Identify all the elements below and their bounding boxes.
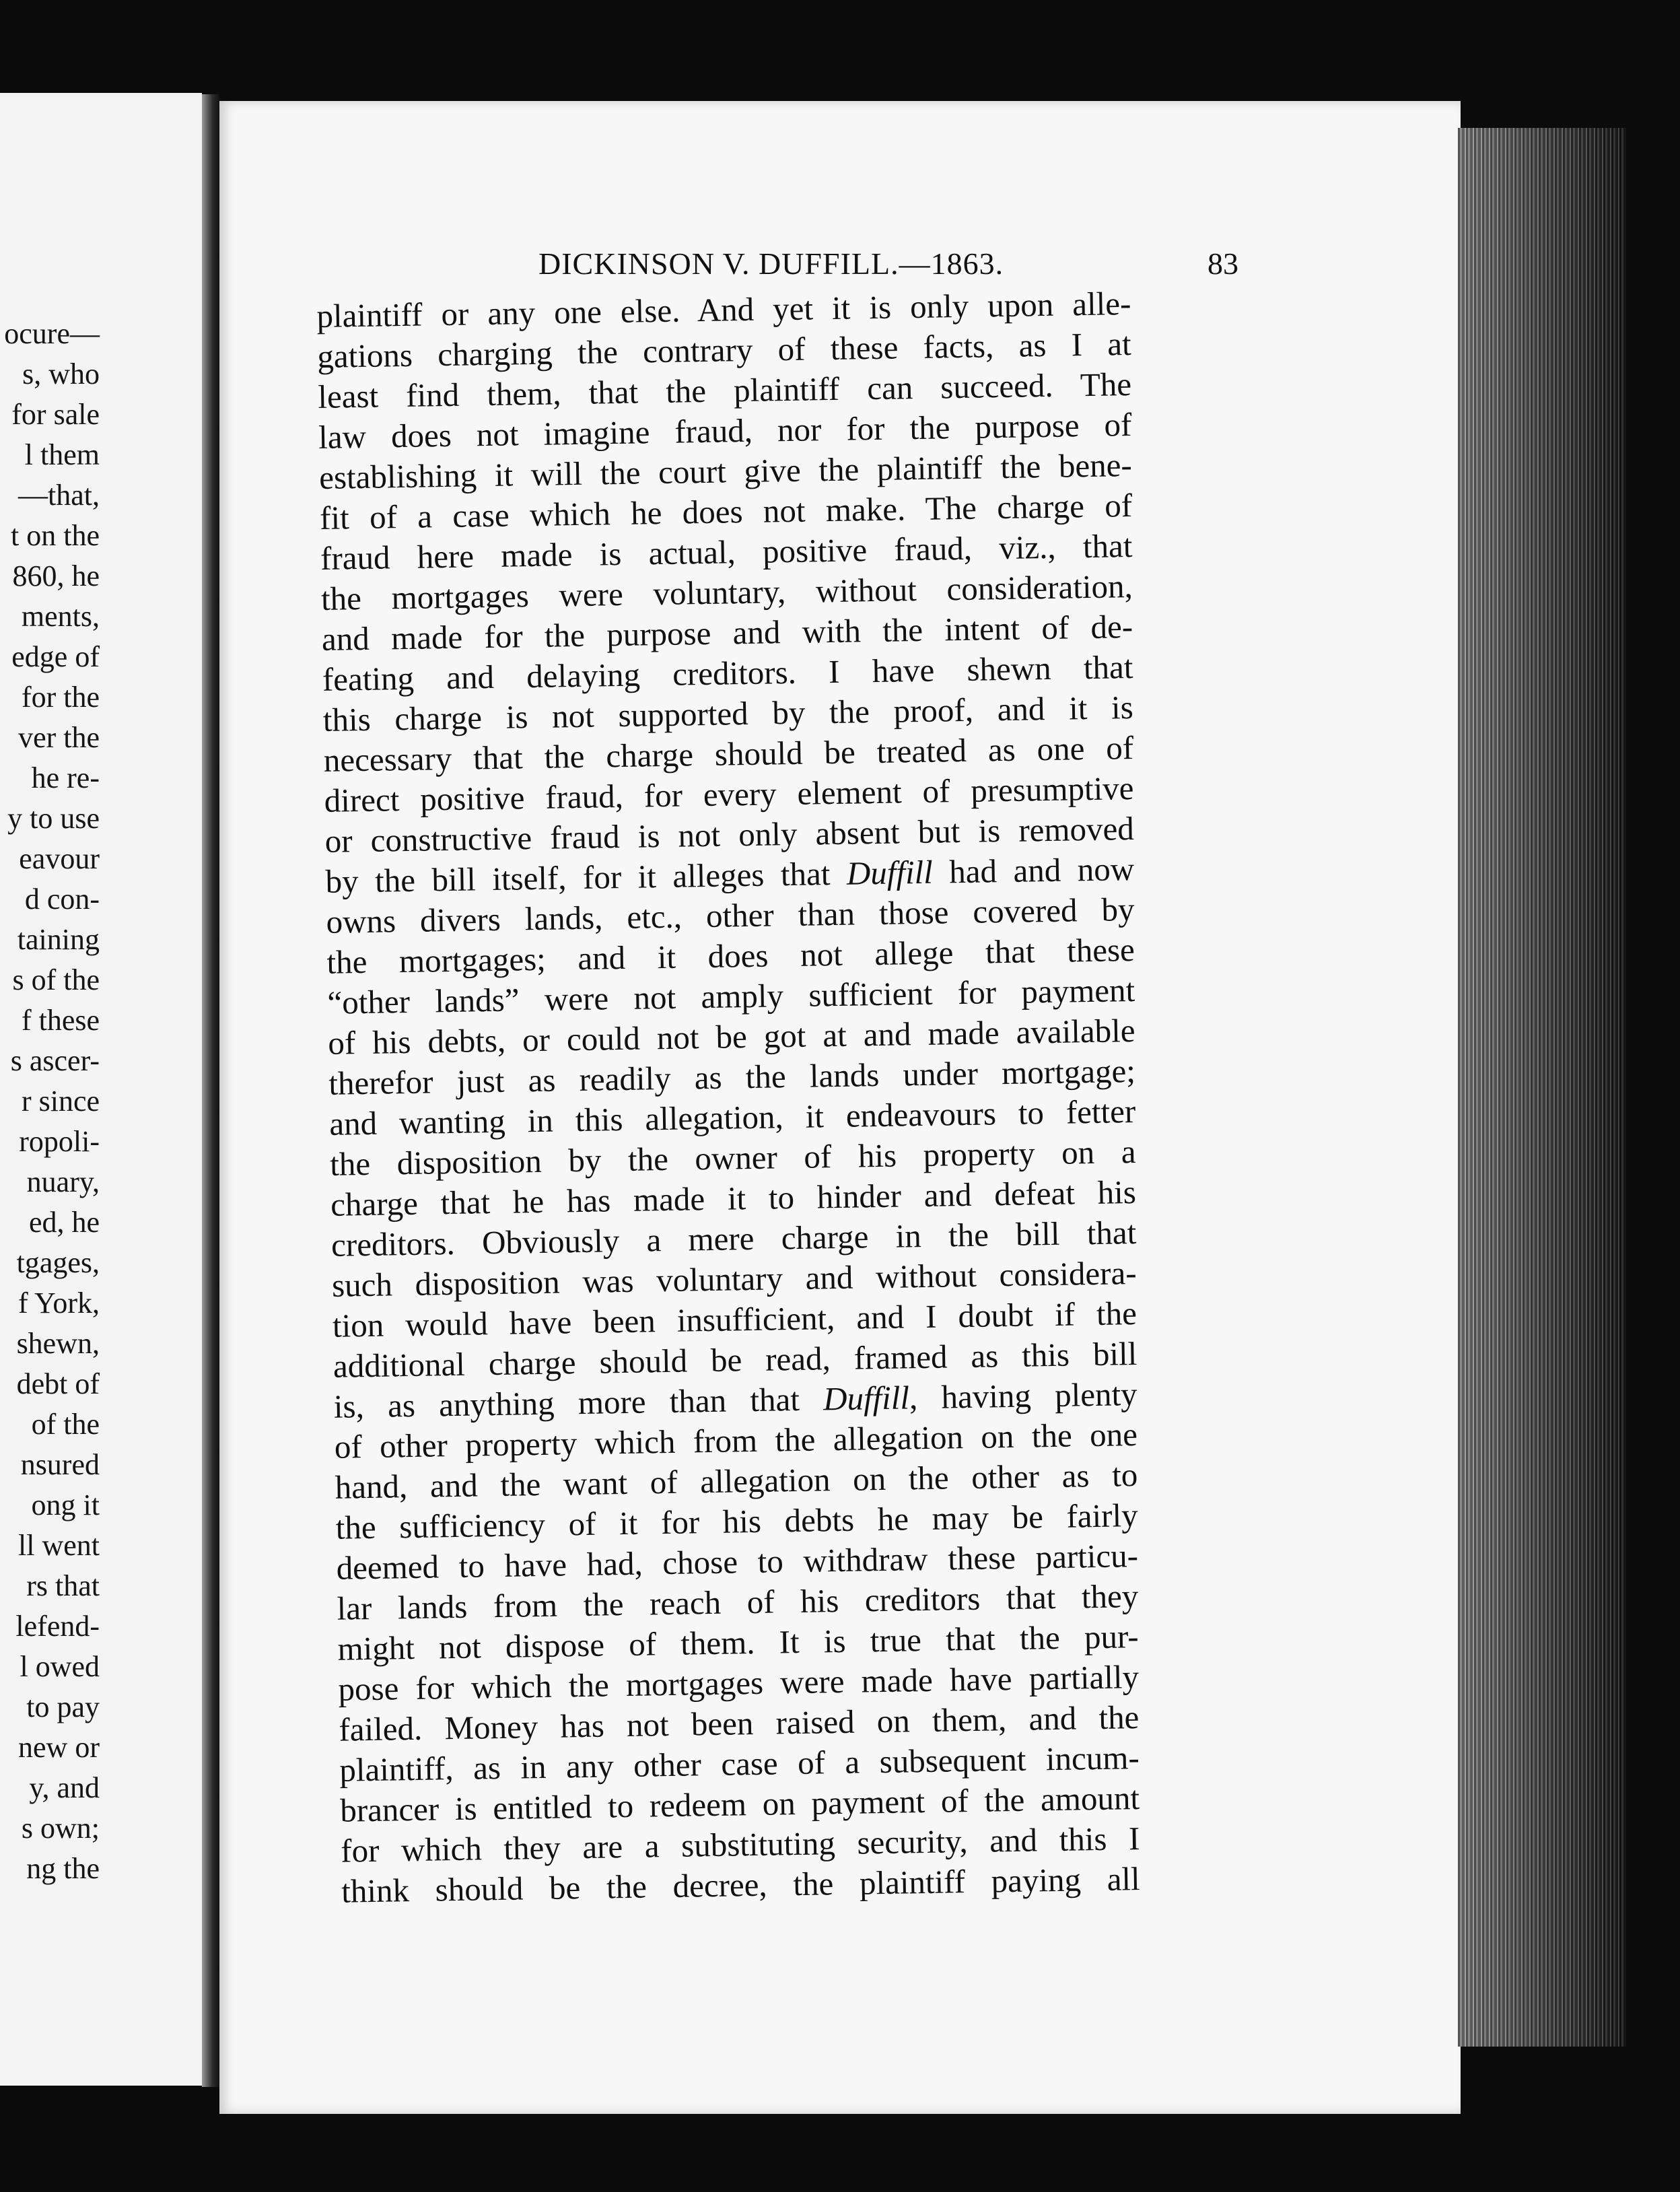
page-number: 83 [1208, 246, 1238, 281]
left-page-line: shewn, [16, 1327, 100, 1360]
book-gutter [202, 94, 219, 2087]
text-line: for which they are a substituting security, and this I [340, 1820, 1140, 1870]
text-line: plaintiff, as in any other case of a subsequent incum- [339, 1739, 1140, 1789]
text-line: of his debts, or could not be got at and made available [327, 1012, 1135, 1062]
text-line: such disposition was voluntary and without considera- [331, 1254, 1137, 1304]
text-line: deemed to have had, chose to withdraw these particu- [336, 1537, 1139, 1587]
left-page-line: y to use [7, 802, 100, 835]
text-line: therefor just as readily as the lands under mortgage; [328, 1052, 1136, 1102]
left-page-line: he re- [31, 761, 100, 794]
left-page-line: ong it [31, 1488, 100, 1521]
text-line: the disposition by the owner of his property on a [329, 1133, 1136, 1183]
text-line: and made for the purpose and with the intent of de- [321, 608, 1133, 658]
text-line: failed. Money has not been raised on them, and the [339, 1699, 1140, 1748]
left-page-line: y, and [29, 1771, 100, 1804]
text-line: the mortgages; and it does not allege that these [326, 931, 1135, 981]
text-line: the sufficiency of it for his debts he may be fairly [335, 1497, 1139, 1546]
text-line: necessary that the charge should be treated as one of [323, 729, 1134, 779]
text-line: least find them, that the plaintiff can succeed. The [317, 365, 1132, 415]
text-line: fraud here made is actual, positive fraud, viz., that [320, 527, 1133, 577]
left-page-text [0, 314, 100, 1889]
left-page-line: ver the [18, 721, 100, 754]
text-line: lar lands from the reach of his creditors that they [337, 1577, 1139, 1627]
text-line: feating and delaying creditors. I have shewn that [322, 648, 1133, 698]
text-line: creditors. Obviously a mere charge in the bill that [330, 1214, 1137, 1264]
left-page-line: rs that [26, 1569, 100, 1602]
text-line: or constructive fraud is not only absent but is removed [324, 810, 1135, 860]
left-page-line: debt of [16, 1367, 100, 1400]
text-line: charge that he has made it to hinder and defeat his [330, 1173, 1137, 1223]
running-head [538, 246, 1238, 281]
text-line: direct positive fraud, for every element of presumptive [324, 769, 1134, 819]
left-page-line: s ascer- [10, 1044, 100, 1077]
left-page-line: —that, [18, 479, 100, 512]
left-page-line: ed, he [28, 1206, 100, 1239]
text-line: law does not imagine fraud, nor for the purpose of [318, 406, 1132, 456]
left-page-line: of the [31, 1408, 100, 1441]
text-line: and wanting in this allegation, it endeavours to fetter [328, 1093, 1136, 1142]
left-page-line: new or [18, 1731, 100, 1764]
left-page-line: ropoli- [19, 1125, 100, 1158]
left-page-line: f these [21, 1004, 100, 1037]
left-page-line: ll went [18, 1529, 100, 1562]
text-line: hand, and the want of allegation on the other as to [335, 1456, 1138, 1506]
left-page-line: tgages, [16, 1246, 100, 1279]
left-page-line: l owed [20, 1650, 100, 1683]
text-line: this charge is not supported by the proof, and it is [322, 689, 1134, 739]
left-page-line: to pay [26, 1690, 100, 1723]
left-page-line: ocure— [4, 317, 100, 350]
body-text [316, 283, 1156, 1912]
text-line: establishing it will the court give the plaintiff the bene- [318, 446, 1133, 496]
text-line: pose for which the mortgages were made have partially [338, 1658, 1140, 1708]
left-page-line: lefend- [15, 1610, 100, 1643]
left-page-line: edge of [11, 640, 100, 673]
text-line: might not dispose of them. It is true that the pur- [337, 1618, 1140, 1668]
text-line: plaintiff or any one else. And yet it is only upon alle- [316, 284, 1131, 335]
text-line: by the bill itself, for it alleges that Duffill had and now [325, 850, 1135, 900]
text-line: of other property which from the allegation on the one [334, 1416, 1138, 1466]
text-line: think should be the decree, the plaintiff paying all [341, 1860, 1141, 1910]
text-line: the mortgages were voluntary, without consideration, [320, 568, 1133, 617]
left-page-line: eavour [19, 842, 100, 875]
text-line: brancer is entitled to redeem on payment of the amount [339, 1779, 1140, 1829]
text-line: additional charge should be read, framed as this bill [332, 1335, 1138, 1385]
page-edges-shade [1458, 128, 1626, 2047]
text-line: “other lands” were not amply sufficient for payment [327, 971, 1135, 1021]
left-page-line: s of the [12, 963, 100, 996]
left-page-line: taining [17, 923, 100, 956]
left-page-line: ng the [26, 1852, 100, 1885]
left-page-line: 860, he [12, 559, 100, 592]
left-page-line: ments, [21, 600, 100, 633]
left-page-line: s own; [21, 1812, 100, 1845]
text-line: is, as anything more than that Duffill, having plenty [333, 1375, 1138, 1425]
left-page-line: f York, [18, 1287, 100, 1320]
left-page-line: nsured [20, 1448, 100, 1481]
text-line: owns divers lands, etc., other than those covered by [326, 891, 1135, 940]
left-page-line: for sale [11, 398, 100, 431]
left-page-line: t on the [11, 519, 100, 552]
text-line: fit of a case which he does not make. The charge of [319, 487, 1133, 537]
left-page-line: d con- [24, 883, 100, 916]
left-page-line: s, who [22, 357, 100, 390]
running-head-title: DICKINSON V. DUFFILL.—1863. [538, 246, 1004, 281]
left-page-line: l them [24, 438, 100, 471]
left-page-line: for the [21, 681, 100, 714]
left-page-line: nuary, [26, 1165, 100, 1198]
left-page-fragment [0, 93, 202, 2086]
text-line: tion would have been insufficient, and I doubt if the [332, 1295, 1138, 1344]
left-page-line: r since [21, 1085, 100, 1118]
text-line: gations charging the contrary of these facts, as I at [316, 324, 1132, 375]
